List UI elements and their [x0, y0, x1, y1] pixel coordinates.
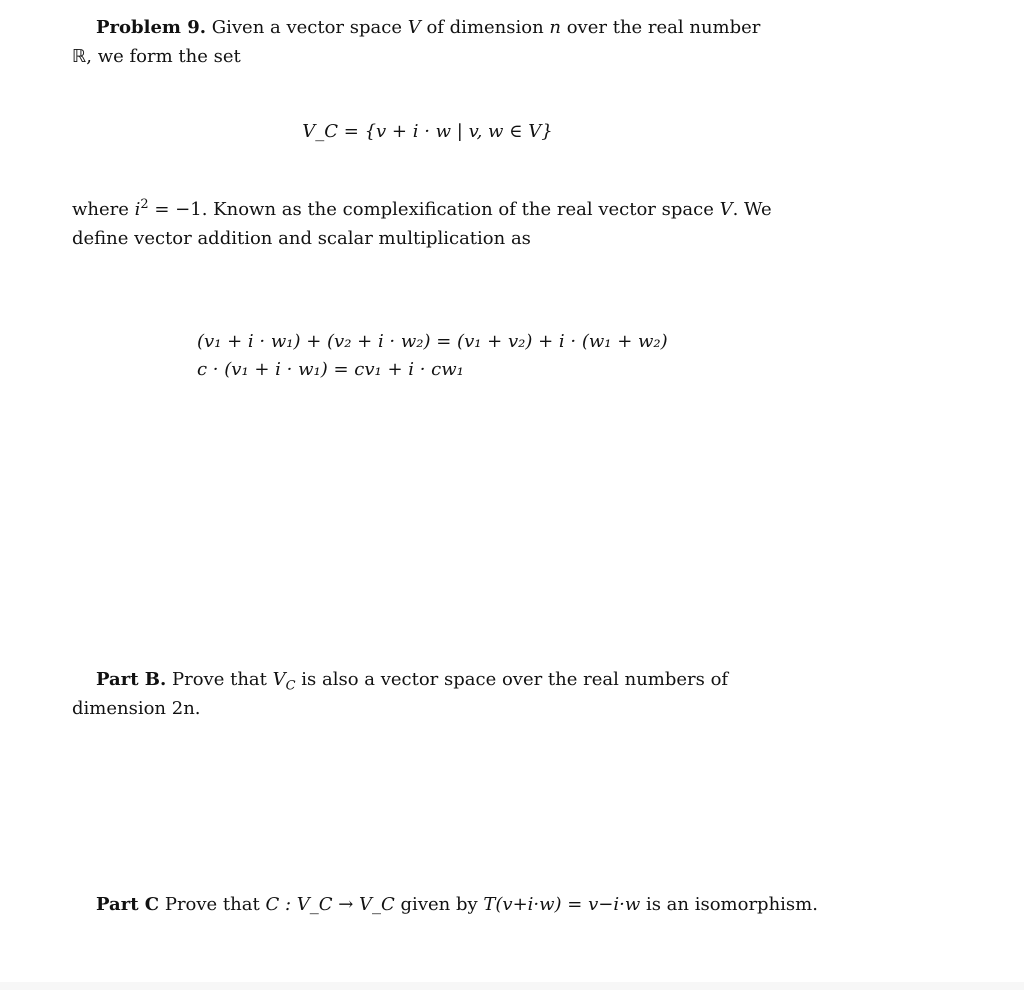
reals-symbol: ℝ: [72, 45, 87, 67]
part-c: [72, 891, 832, 920]
part-b-t4: .: [194, 697, 201, 719]
where-i: i: [134, 199, 141, 220]
where-t1: where: [72, 199, 135, 220]
where-v: V: [719, 199, 733, 220]
page-bottom-band: [0, 982, 1024, 990]
part-b-vc: V: [272, 669, 286, 690]
operations-block: [197, 328, 668, 384]
vector-addition-eq: (v₁ + i · w₁) + (v₂ + i · w₂) = (v₁ + v₂) + i · (w₁ + w₂): [197, 331, 668, 352]
part-c-formula: T(v+i·w) = v−i·w: [483, 894, 641, 915]
part-b: [72, 666, 782, 724]
where-exp: 2: [140, 197, 149, 212]
part-b-t2: is also a vector space over the real numbers of dimension: [72, 669, 729, 719]
problem-heading: Problem 9.: [96, 17, 207, 38]
part-c-t1: Prove that: [159, 894, 266, 915]
var-v: V: [407, 17, 421, 38]
problem-text-a: Given a vector space: [206, 17, 408, 38]
where-t4: = −1. Known as the complexification of the real vector space: [148, 199, 720, 220]
part-c-heading: Part C: [96, 894, 160, 915]
var-n: n: [549, 17, 561, 38]
problem-text-b: of dimension: [420, 17, 550, 38]
problem-text-c: over the real number: [561, 17, 761, 38]
set-equation: V_C = {v + i · w | v, w ∈ V}: [302, 121, 553, 142]
part-b-heading: Part B.: [96, 669, 167, 690]
problem-text-d: , we form the set: [86, 45, 241, 67]
scalar-mult-eq: c · (v₁ + i · w₁) = cv₁ + i · cw₁: [197, 358, 464, 380]
part-c-map: C : V_C → V_C: [265, 894, 395, 915]
where-t6: . We define vector addition and scalar multiplication as: [72, 199, 772, 249]
part-b-t1: Prove that: [166, 669, 273, 690]
part-c-t2: given by: [394, 894, 484, 915]
complexification-text: [72, 196, 782, 254]
part-c-t3: is an isomorphism.: [640, 894, 818, 915]
part-b-2n: 2n: [171, 697, 195, 719]
problem-statement: [72, 14, 782, 72]
part-b-vc-sub: C: [285, 678, 296, 694]
